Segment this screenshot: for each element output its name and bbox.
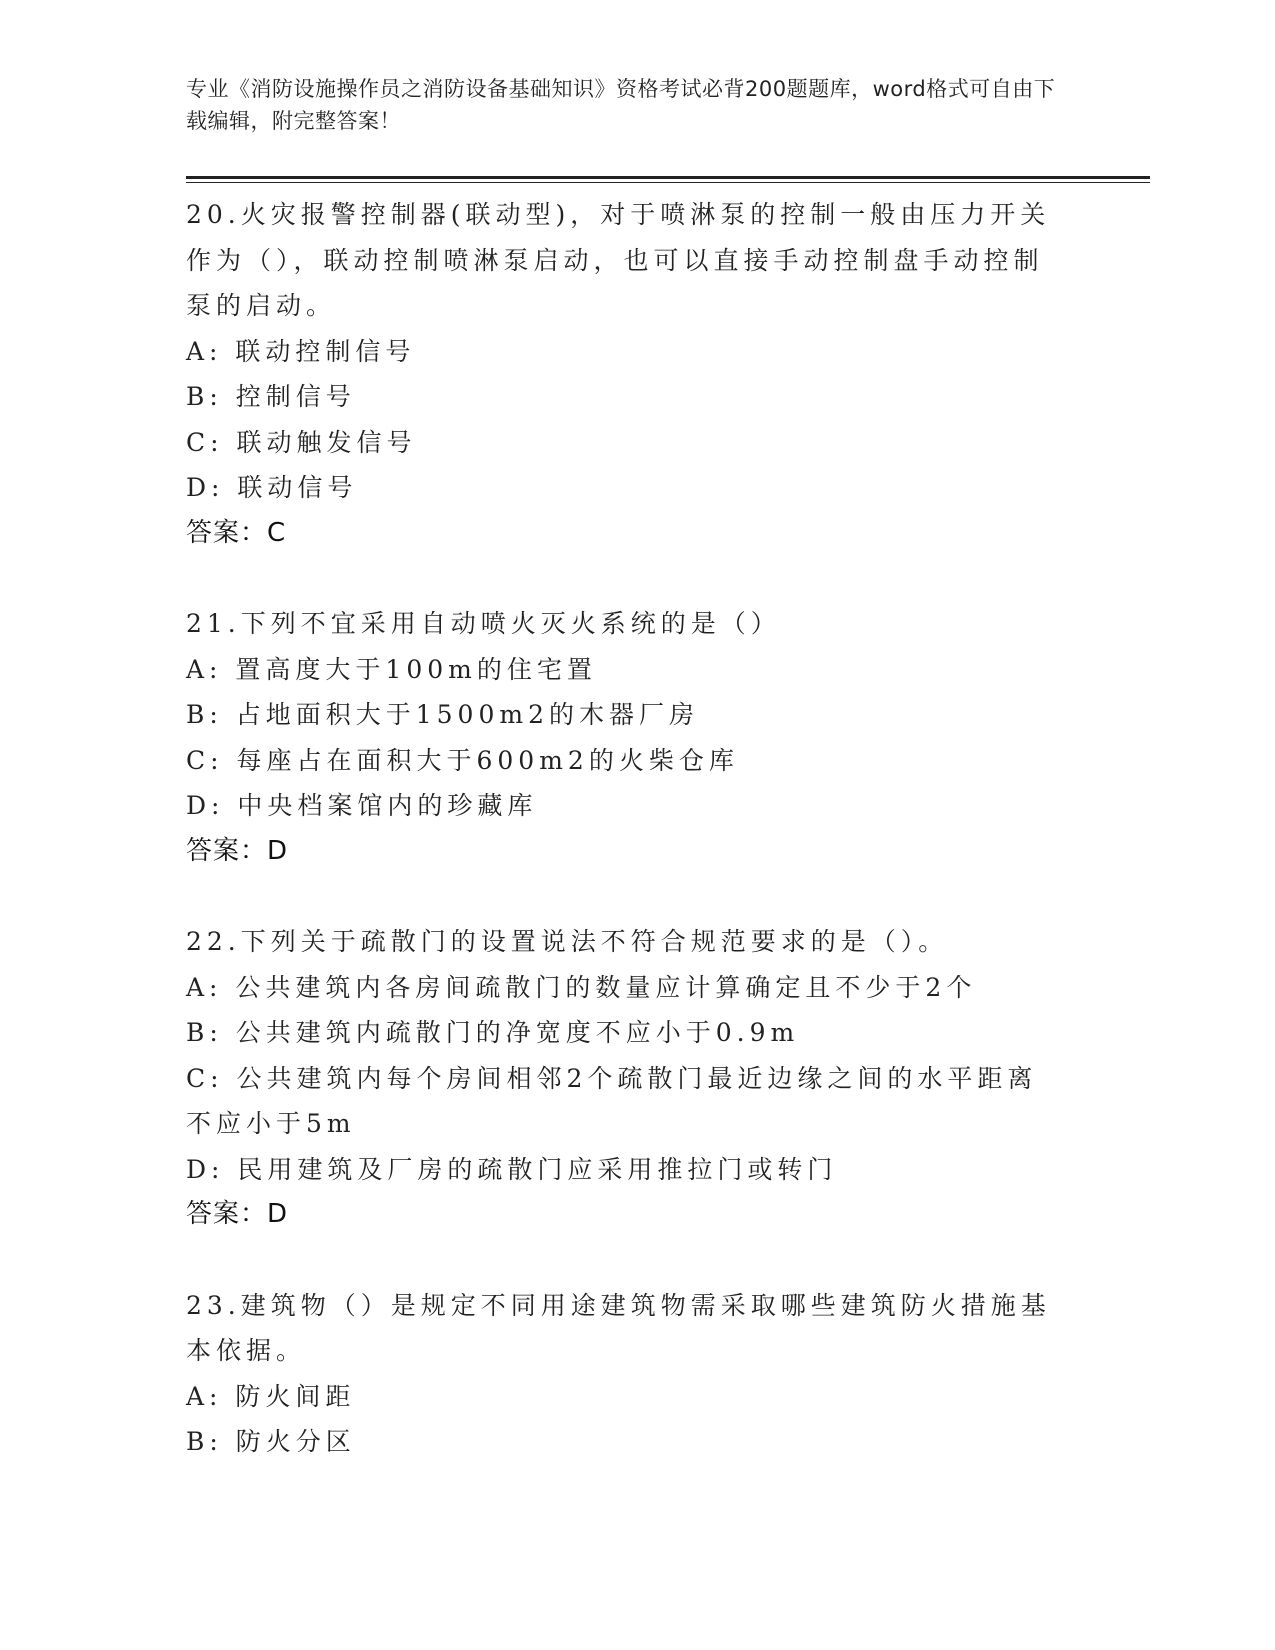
question-20 — [186, 192, 1066, 556]
answer-label: 答案：C — [186, 517, 287, 548]
question-21 — [186, 601, 1066, 874]
option-d: D: 民用建筑及厂房的疏散门应采用推拉门或转门 — [186, 1154, 838, 1184]
option-b: B: 公共建筑内疏散门的净宽度不应小于0.9m — [186, 1018, 800, 1047]
question-stem: 22.下列关于疏散门的设置说法不符合规范要求的是（）。 — [186, 927, 949, 956]
option-a: A: 公共建筑内各房间疏散门的数量应计算确定且不少于2个 — [186, 972, 977, 1002]
question-23 — [186, 1283, 1066, 1465]
option-b: B: 控制信号 — [186, 382, 356, 411]
answer-label: 答案：D — [186, 835, 289, 866]
spacer — [186, 556, 1066, 601]
option-c: C: 联动触发信号 — [186, 427, 417, 457]
option-c: C: 公共建筑内每个房间相邻2个疏散门最近边缘之间的水平距离不应小于5m — [186, 1063, 1038, 1138]
question-stem: 20.火灾报警控制器(联动型)，对于喷淋泵的控制一般由压力开关作为（），联动控制喷淋泵启动，也可以直接手动控制盘手动控制泵的启动。 — [186, 200, 1051, 320]
option-a: A: 联动控制信号 — [186, 336, 416, 366]
option-b: B: 防火分区 — [186, 1427, 356, 1456]
question-stem: 21.下列不宜采用自动喷火灭火系统的是（） — [186, 609, 781, 638]
header-divider-thin — [186, 182, 1150, 183]
option-a: A: 置高度大于100m的住宅置 — [186, 654, 597, 684]
option-a: A: 防火间距 — [186, 1381, 356, 1411]
option-c: C: 每座占在面积大于600m2的火柴仓库 — [186, 745, 739, 775]
answer-label: 答案：D — [186, 1199, 289, 1229]
spacer — [186, 1238, 1066, 1283]
spacer — [186, 874, 1066, 919]
option-d: D: 联动信号 — [186, 473, 358, 502]
question-stem: 23.建筑物（）是规定不同用途建筑物需采取哪些建筑防火措施基本依据。 — [186, 1290, 1051, 1365]
option-d: D: 中央档案馆内的珍藏库 — [186, 791, 538, 820]
question-list — [186, 192, 1066, 1465]
question-22 — [186, 919, 1066, 1238]
option-b: B: 占地面积大于1500m2的木器厂房 — [186, 700, 699, 729]
document-header: 专业《消防设施操作员之消防设备基础知识》资格考试必背200题题库，word格式可自由下载编辑，附完整答案！ — [186, 77, 1056, 133]
header-divider-thick — [186, 176, 1150, 179]
